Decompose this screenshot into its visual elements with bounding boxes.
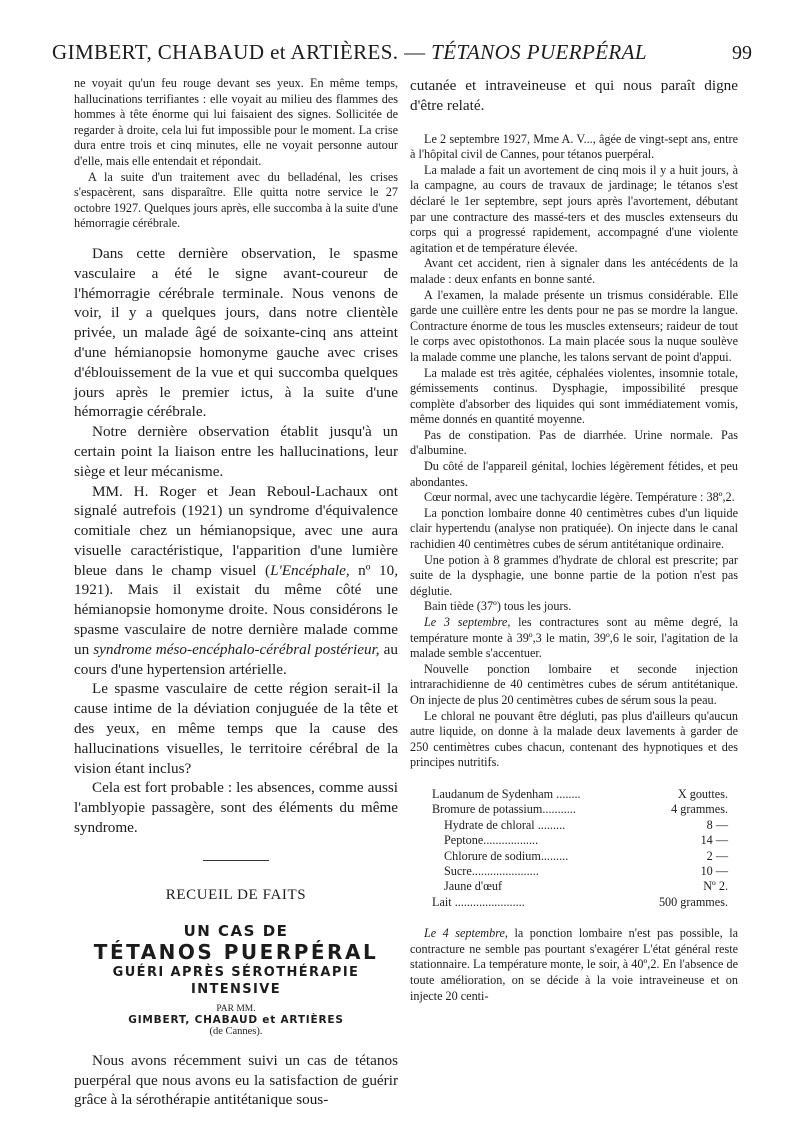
article-intro: Nous avons récemment suivi un cas de tétanos puerpéral que nous avons eu la satisfaction de guérir grâce à la sérothérapie antitétanique sous- (74, 1051, 398, 1109)
body-paragraph: Le spasme vasculaire de cette région serait-il la cause intime de la déviation conjuguée de la tête et des yeux, en même temps que la cause des hallucinations visuelles, le territoire cérébral de la vision étant inclus? (74, 680, 398, 777)
case-paragraph: Avant cet accident, rien à signaler dans les antécédents de la malade : deux enfants en bonne santé. (410, 256, 738, 286)
case-paragraph: Une potion à 8 grammes d'hydrate de chloral est prescrite; par suite de la dysphagie, une bonne partie de la potion n'est pas déglutie. (410, 552, 738, 598)
ingredient-quantity: 10 — (700, 863, 728, 878)
prescription-row (432, 787, 728, 802)
case-paragraph: La malade est très agitée, céphalées violentes, insomnie totale, gémissements continus. Dysphagie, impossibilité presque complète d'absorber des liquides qui sont immédiatement vomis, même donnés en quantité moyenne. (410, 365, 738, 427)
ingredient-quantity: 2 — (706, 848, 728, 863)
running-head (52, 40, 647, 65)
case-paragraph: Le chloral ne pouvant être dégluti, pas plus d'ailleurs qu'aucun autre liquide, on donne à la malade deux lavements à garder de 250 centimètres cubes chacun, contenant des hypnotiques et des principes nutritifs. (410, 708, 738, 770)
prescription-table (432, 787, 728, 910)
body-paragraph (74, 482, 398, 680)
text-run: au cours d'une hypertension artérielle. (74, 640, 398, 678)
prescription-row (432, 802, 728, 817)
date-label: Le 4 septembre, (424, 926, 508, 941)
case-paragraph: Pas de constipation. Pas de diarrhée. Urine normale. Pas d'albumine. (410, 427, 738, 458)
ingredient-name: Jaune d'œuf (444, 879, 503, 894)
case-paragraph: Bain tiède (37º) tous les jours. (424, 599, 572, 614)
leader-dots: ......... (534, 817, 566, 832)
ingredient-name: Laudanum de Sydenham (432, 786, 554, 801)
leader-dots: ...................... (471, 863, 539, 878)
by-label: PAR MM. (216, 1003, 256, 1014)
leader-dots: ........... (542, 802, 576, 817)
leader-dots: .................. (483, 833, 539, 848)
ingredient-quantity: Nº 2. (703, 879, 728, 894)
body-paragraph: Notre dernière observation établit jusqu'à un certain point la liaison entre les hallucinations, leur siège et leur mécanisme. (74, 423, 398, 480)
case-paragraph: A l'examen, la malade présente un trismus considérable. Elle garde une cuillère entre les dents pour ne pas se mordre la langue. Contracture énorme de tous les muscles extenseurs; raideur de tout le corps avec opistothonos. La main placée sous la nuque soulève la malade comme une planche, les talons servant de point d'appui. (410, 287, 738, 364)
case-paragraph: Du côté de l'appareil génital, lochies légèrement fétides, et peu abondantes. (410, 459, 738, 489)
ingredient-name: Lait (432, 894, 452, 909)
prescription-ingredient (432, 864, 638, 879)
ingredient-name: Chlorure de sodium (444, 848, 541, 863)
case-paragraph (410, 615, 738, 662)
text-run: les contractures sont au même degré, la température monte à 39º,3 le matin, 39º,6 le soir, l'agitation de la malade semble s'accentuer. (410, 615, 738, 661)
case-text-paragraph: A la suite d'un traitement avec du belladénal, les crises s'espacèrent, sans disparaître. Elle quitta notre service le 27 octobre 1927. Quelques jours après, elle succomba à la suite d'une hémorragie cérébrale. (74, 169, 398, 231)
ingredient-name: Sucre (444, 863, 472, 878)
case-paragraph: Cœur normal, avec une tachycardie légère. Température : 38º,2. (424, 490, 735, 505)
prescription-row (432, 864, 728, 879)
case-paragraph: Le 2 septembre 1927, Mme A. V..., âgée de vingt-sept ans, entre à l'hôpital civil de Cannes, pour tétanos puerpéral. (410, 131, 738, 162)
ingredient-name: Bromure de potassium (432, 802, 543, 817)
ingredient-quantity: X gouttes. (677, 786, 728, 801)
prescription-ingredient (432, 833, 638, 848)
prescription-row (432, 879, 728, 894)
ingredient-quantity: 14 — (700, 833, 728, 848)
case-paragraph: La ponction lombaire donne 40 centimètres cubes d'un liquide clair hypertendu (analyse non pratiquée). On injecte dans le canal rachidien 40 centimètres cubes de sérum antitétanique ordinaire. (410, 505, 738, 552)
leader-dots: ......... (540, 848, 569, 863)
prescription-ingredient (432, 849, 638, 864)
body-paragraph: Cela est fort probable : les absences, comme aussi l'amblyopie passagère, sont des éléments du même syndrome. (74, 779, 398, 837)
prescription-ingredient (432, 879, 638, 894)
prescription-row (432, 818, 728, 833)
text-run: nº 10, 1921). Mais il existait du même côté une hémianopsie homonyme droite. Nous considérons le spasme vasculaire de notre dernière malade comme un (74, 561, 398, 658)
body-paragraph: Dans cette dernière observation, le spasme vasculaire a été le signe avant-coureur de l'hémorragie cérébrale terminale. Nous venons de voir, il y a quelques jours, dans notre clientèle privée, un malade âgé de soixante-cinq ans atteint d'une hémianopsie homonyme gauche avec crises d'éblouissement de la vue et qui succomba quelques jours après le premier ictus, à la suite d'une hémorragie cérébrale. (74, 244, 398, 421)
date-label: Le 3 septembre, (424, 615, 511, 629)
section-label: RECUEIL DE FAITS (165, 886, 307, 903)
journal-reference: L'Encéphale, (270, 561, 350, 579)
prescription-row (432, 895, 728, 910)
prescription-ingredient (432, 802, 638, 817)
text-run: la ponction lombaire n'est pas possible, la contracture ne semble pas pourtant s'exagérer L'état général reste stationnaire. La température monte, le soir, à 40º,2. En l'absence de toute amélioration, on se décide à la voie intraveineuse et on injecte 20 centi- (410, 926, 738, 1003)
running-head-title: TÉTANOS PUERPÉRAL (431, 40, 647, 64)
prescription-ingredient (432, 787, 638, 802)
running-header (52, 34, 752, 74)
ingredient-quantity: 500 grammes. (658, 894, 728, 909)
prescription-row (432, 849, 728, 864)
text-run: MM. H. Roger et Jean Reboul-Lachaux ont signalé autrefois (1921) un syndrome d'équivalence comitiale chez un hémianopsique, avec une aura visuelle caractéristique, l'apparition d'une lumière bleue dans le champ visuel ( (74, 482, 398, 579)
leader-dots: ........ (553, 786, 581, 801)
prescription-row (432, 833, 728, 848)
right-column (410, 76, 738, 1004)
ingredient-quantity: 8 — (706, 817, 728, 832)
article-authors: GIMBERT, CHABAUD et ARTIÈRES (128, 1013, 344, 1026)
article-title-line-1: UN CAS DE (183, 921, 289, 940)
page-number: 99 (732, 42, 752, 64)
ingredient-name: Peptone (444, 833, 484, 848)
prescription-ingredient (432, 818, 638, 833)
leader-dots: ....................... (451, 894, 525, 909)
case-text-paragraph: ne voyait qu'un feu rouge devant ses yeux. En même temps, hallucinations terrifiantes : elle voyait au milieu des flammes des hommes à tête énorme qui lui faisaient des signes. Sollicitée de regarder à droite, cela lui fut impossible pour le moment. La crise dura entre trois et cinq minutes, elle ne voyait personne autour d'elle, mais elle entendait et répondait. (74, 76, 398, 168)
case-paragraph (410, 926, 738, 1004)
article-subtitle-line-1: GUÉRI APRÈS SÉROTHÉRAPIE (112, 964, 360, 980)
case-paragraph: La malade a fait un avortement de cinq mois il y a huit jours, à la campagne, au cours de travaux de jardinage; le tétanos s'est déclaré le 1er septembre, sept jours après l'avortement, débutant par une contracture des massé-ters et des muscles extenseurs du corps qui a progressé rapidement, accompagné d'une violente agitation et de température élevée. (410, 162, 738, 255)
article-title-line-2: TÉTANOS PUERPÉRAL (93, 939, 379, 964)
syndrome-term: syndrome méso-encéphalo-cérébral postérieur, (93, 640, 380, 658)
authors-location: (de Cannes). (209, 1025, 263, 1037)
case-paragraph: Nouvelle ponction lombaire et seconde injection intrarachidienne de 40 centimètres cubes de sérum antitétanique. On injecte de plus 20 centimètres cubes de sérum sous la peau. (410, 661, 738, 707)
article-subtitle-line-2: INTENSIVE (190, 981, 282, 997)
ingredient-name: Hydrate de chloral (444, 817, 535, 832)
prescription-ingredient (432, 895, 638, 910)
running-head-authors: GIMBERT, CHABAUD et ARTIÈRES. — (52, 40, 426, 64)
left-column (74, 76, 398, 1110)
ingredient-quantity: 4 grammes. (671, 802, 728, 817)
article-intro-continued: cutanée et intraveineuse et qui nous paraît digne d'être relaté. (410, 77, 738, 114)
